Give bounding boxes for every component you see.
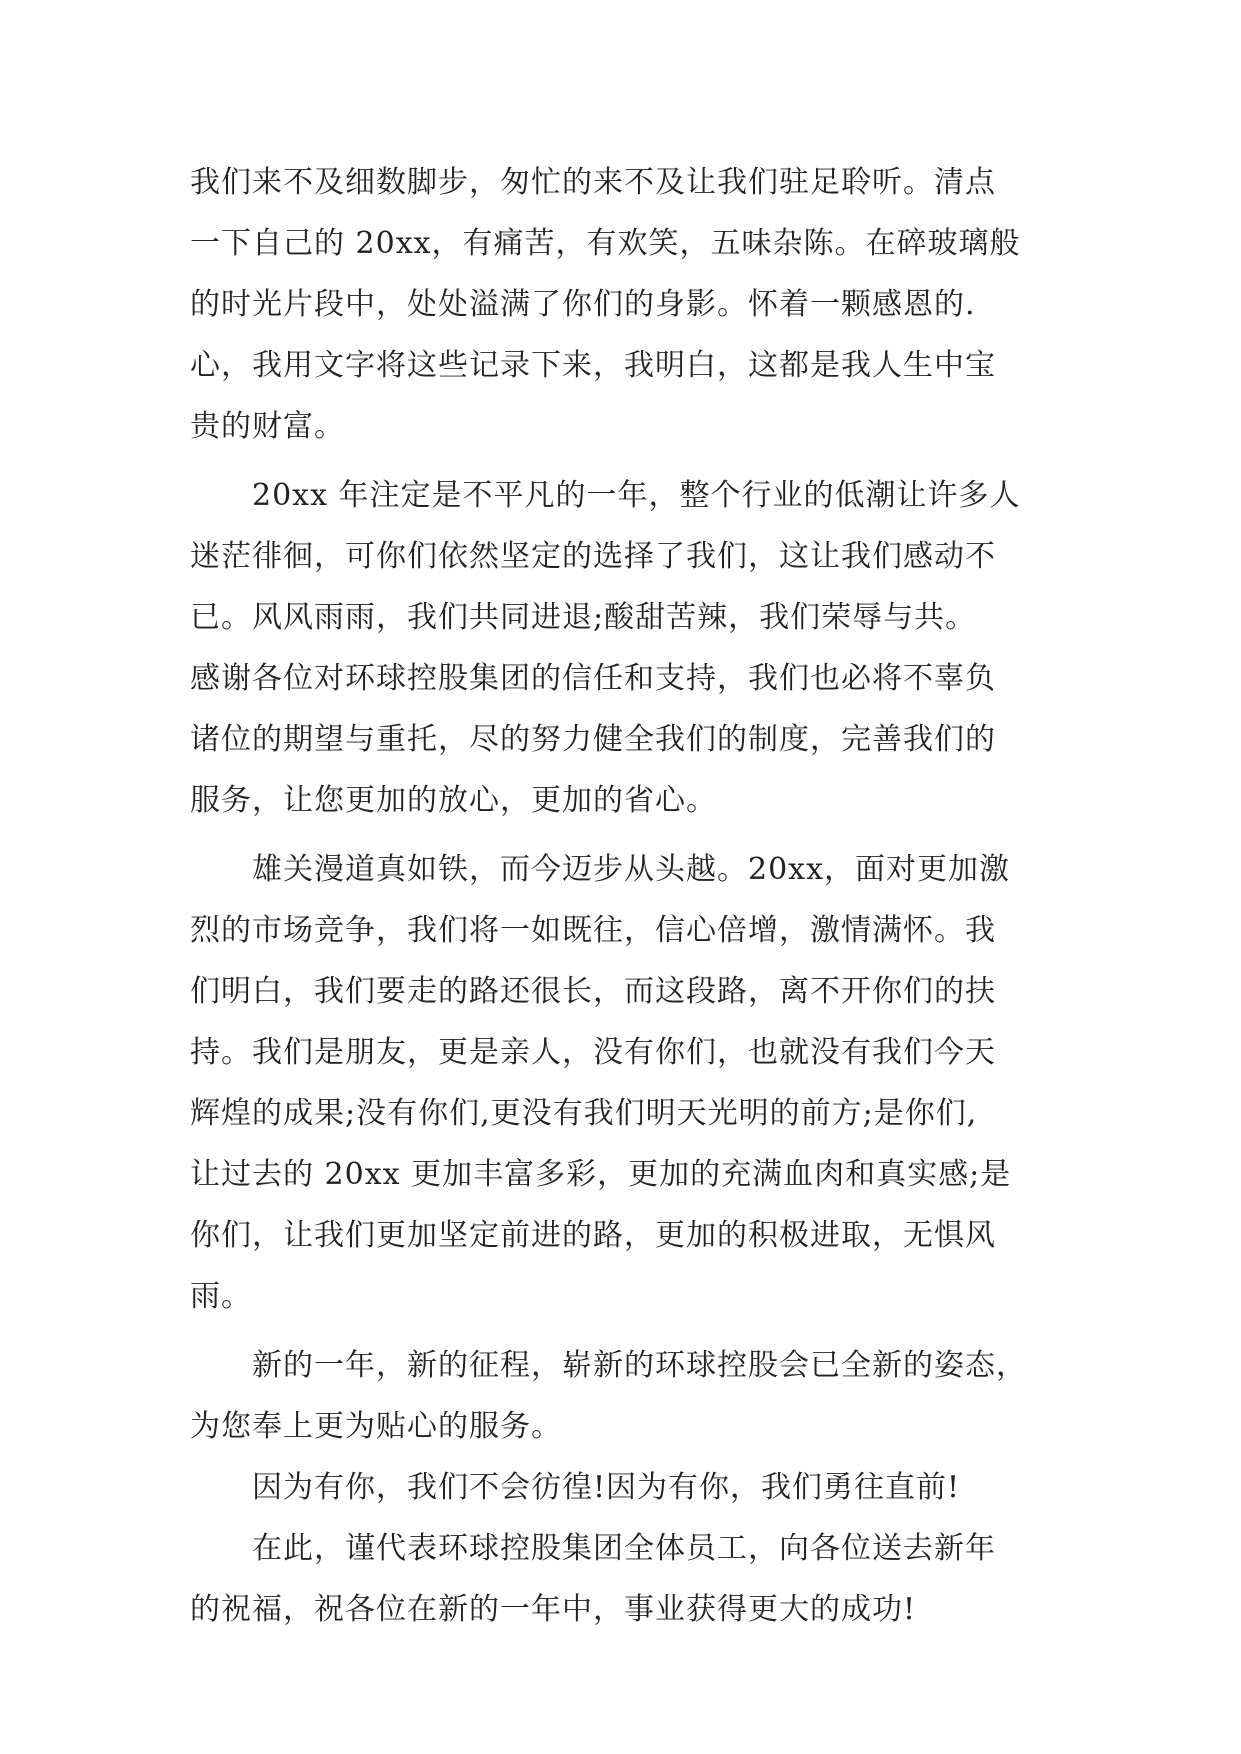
- text-line: 烈的市场竞争，我们将一如既往，信心倍增，激情满怀。我: [190, 913, 996, 948]
- text-line: 在此，谨代表环球控股集团全体员工，向各位送去新年: [190, 1531, 996, 1566]
- text-line: 20xx 年注定是不平凡的一年，整个行业的低潮让许多人: [190, 478, 1021, 513]
- text-line: 贵的财富。: [190, 409, 345, 444]
- text-line: 辉煌的成果;没有你们,更没有我们明天光明的前方;是你们,: [190, 1096, 978, 1131]
- text-line: 心，我用文字将这些记录下来，我明白，这都是我人生中宝: [190, 348, 996, 383]
- text-line: 因为有你，我们不会彷徨!因为有你，我们勇往直前!: [190, 1470, 961, 1505]
- text-line: 们明白，我们要走的路还很长，而这段路，离不开你们的扶: [190, 974, 996, 1009]
- text-line: 我们来不及细数脚步，匆忙的来不及让我们驻足聆听。清点: [190, 165, 996, 200]
- text-line: 感谢各位对环球控股集团的信任和支持，我们也必将不辜负: [190, 661, 996, 696]
- text-line: 让过去的 20xx 更加丰富多彩，更加的充满血肉和真实感;是: [190, 1157, 1012, 1192]
- text-line: 为您奉上更为贴心的服务。: [190, 1409, 562, 1444]
- text-line: 迷茫徘徊，可你们依然坚定的选择了我们，这让我们感动不: [190, 539, 996, 574]
- text-line: 新的一年，新的征程，崭新的环球控股会已全新的姿态，: [190, 1348, 1027, 1383]
- document-body: [190, 152, 1050, 1640]
- text-line: 已。风风雨雨，我们共同进退;酸甜苦辣，我们荣辱与共。: [190, 600, 977, 635]
- text-line: 雄关漫道真如铁，而今迈步从头越。20xx，面对更加激: [190, 852, 1011, 887]
- text-line: 持。我们是朋友，更是亲人，没有你们，也就没有我们今天: [190, 1035, 996, 1070]
- text-line: 诸位的期望与重托，尽的努力健全我们的制度，完善我们的: [190, 722, 996, 757]
- text-line: 你们，让我们更加坚定前进的路，更加的积极进取，无惧风: [190, 1218, 996, 1253]
- text-line: 服务，让您更加的放心，更加的省心。: [190, 783, 717, 818]
- text-line: 雨。: [190, 1279, 252, 1314]
- text-line: 的时光片段中，处处溢满了你们的身影。怀着一颗感恩的.: [190, 287, 976, 322]
- text-line: 的祝福，祝各位在新的一年中，事业获得更大的成功!: [190, 1592, 917, 1627]
- text-line: 一下自己的 20xx，有痛苦，有欢笑，五味杂陈。在碎玻璃般: [190, 226, 1021, 261]
